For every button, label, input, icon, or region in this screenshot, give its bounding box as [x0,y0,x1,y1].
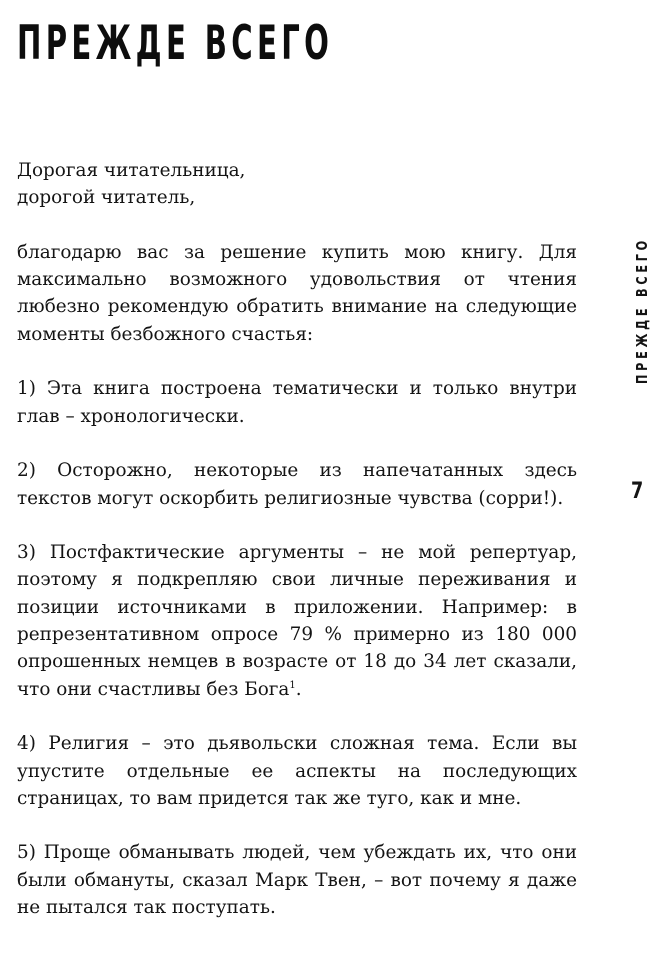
body-text [17,157,577,921]
point-paragraph: 5) Проще обманывать людей, чем убеждать их, что они были обмануты, сказал Марк Твен, – вот почему я даже не пытался так поступать. [17,842,577,919]
point-paragraph [17,539,577,703]
footnote-marker[interactable]: 1 [289,679,296,691]
point-tail: . [295,678,302,700]
point-text: 3) Постфактические аргументы – не мой репертуар, поэтому я подкрепляю свои личные переживания и позиции источниками в приложении. Например: в репрезентативном опросе 79 % примерно из 180 000 опрошенных немцев в возрасте от 18 до 34 лет сказали, что они счастливы без Бога [17,542,577,700]
intro-paragraph: благодарю вас за решение купить мою книгу. Для максимально возможного удовольствия от чтения любезно рекомендую обратить внимание на следующие моменты безбожного счастья: [17,241,577,345]
point-paragraph: 4) Религия – это дьявольски сложная тема. Если вы упустите отдельные ее аспекты на последующих страницах, то вам придется так же туго, как и мне. [17,733,577,809]
page-number: 7 [631,479,644,504]
page-title: ПРЕЖДЕ ВСЕГО [17,16,334,71]
point-paragraph: 1) Эта книга построена тематически и только внутри глав – хронологически. [17,378,577,427]
greeting-line: дорогой читатель, [17,187,196,209]
point-paragraph: 2) Осторожно, некоторые из напечатанных здесь текстов могут оскорбить религиозные чувства (сорри!). [17,460,577,509]
running-head-text: ПРЕЖДЕ ВСЕГО [633,237,651,384]
greeting [17,157,577,212]
greeting-line: Дорогая читательница, [17,160,246,181]
